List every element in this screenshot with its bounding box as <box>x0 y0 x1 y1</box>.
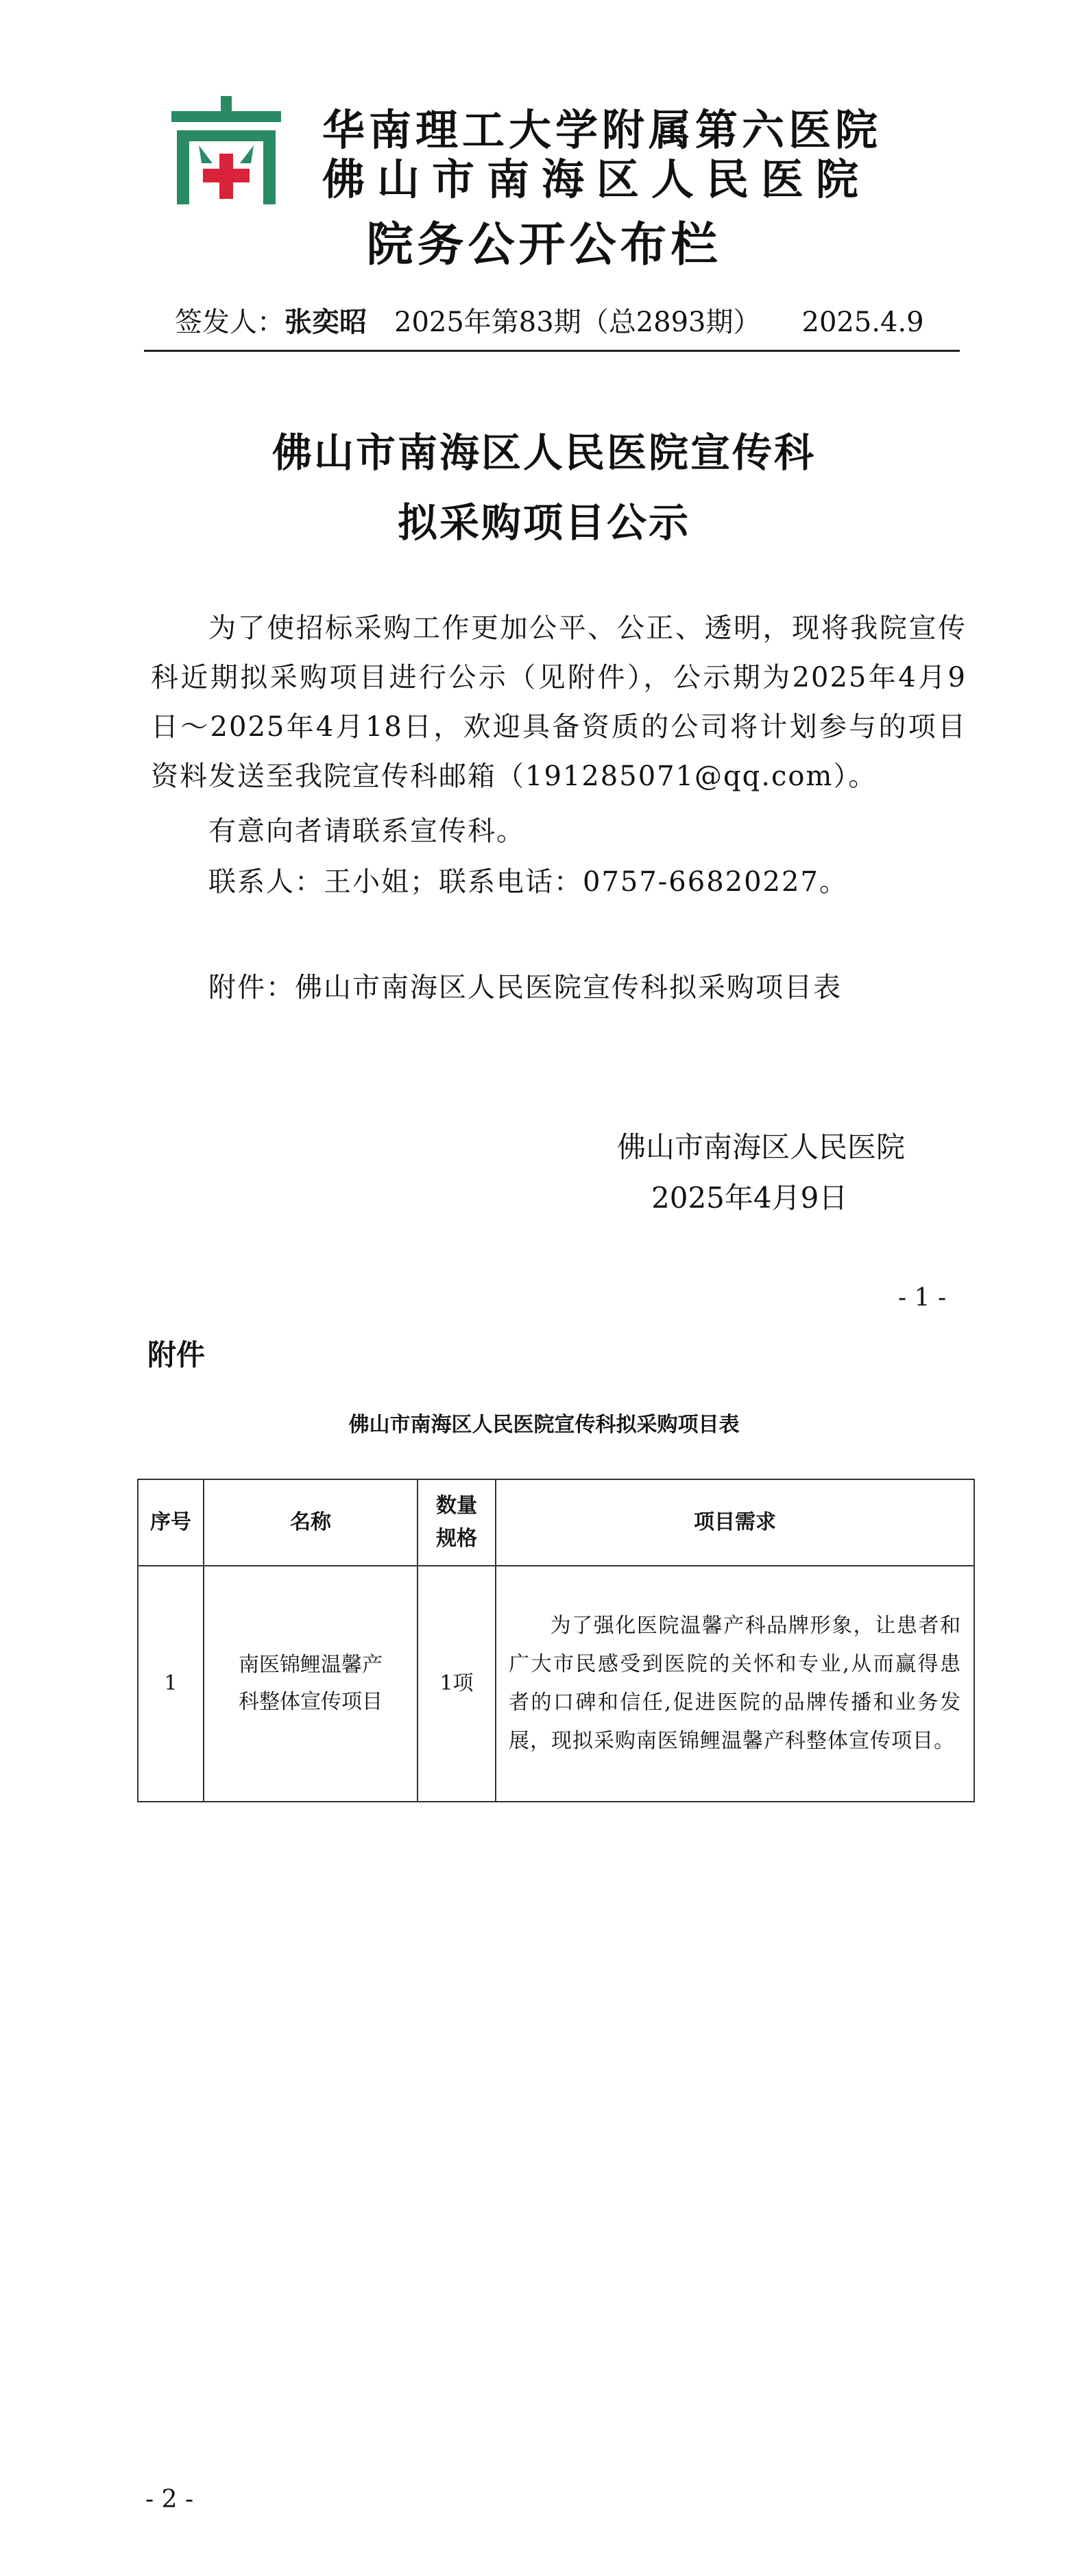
header-divider <box>144 350 960 352</box>
board-title: 院务公开公布栏 <box>366 218 722 272</box>
header-qty <box>418 1479 496 1566</box>
cell-no: 1 <box>138 1566 204 1802</box>
procurement-table <box>137 1479 975 1802</box>
cell-name <box>204 1566 418 1802</box>
header-qty-label: 数量规格 <box>436 1494 477 1551</box>
attachment-label: 附件 <box>147 1338 206 1372</box>
institution-name-line1: 华南理工大学附属第六医院 <box>322 105 882 155</box>
notice-title-line1: 佛山市南海区人民医院宣传科 <box>271 429 816 476</box>
page-number-1: - 1 - <box>898 1284 947 1312</box>
signature-date: 2025年4月9日 <box>651 1181 848 1215</box>
notice-paragraph-2: 有意向者请联系宣传科。 <box>208 815 525 847</box>
institution-name-line2: 佛山市南海区人民医院 <box>322 154 871 204</box>
header-requirement: 项目需求 <box>496 1479 974 1566</box>
header-no: 序号 <box>138 1479 204 1566</box>
requirement-text: 为了强化医院温馨产科品牌形象，让患者和广大市民感受到医院的关怀和专业,从而赢得患者的口碑和信任,促进医院的品牌传播和业务发展，现拟采购南医锦鲤温馨产科整体宣传项目。 <box>509 1614 961 1753</box>
table-row <box>138 1566 974 1802</box>
notice-title-line2: 拟采购项目公示 <box>397 499 690 546</box>
issue-date: 2025.4.9 <box>801 307 924 338</box>
issue-number: 2025年第83期（总2893期） <box>394 307 761 338</box>
table-title: 佛山市南海区人民医院宣传科拟采购项目表 <box>348 1413 740 1437</box>
cell-requirement <box>496 1566 974 1802</box>
issue-meta-line <box>175 302 956 343</box>
cell-qty: 1项 <box>418 1566 496 1802</box>
signer-name: 张奕昭 <box>285 306 367 338</box>
notice-paragraph-1: 为了使招标采购工作更加公平、公正、透明，现将我院宣传科近期拟采购项目进行公示（见附件），公示期为2025年4月9日～2025年4月18日，欢迎具备资质的公司将计划参与的项目资料发送至我院宣传科邮箱（191285071@qq.com）。 <box>151 612 967 792</box>
contact-info: 联系人：王小姐；联系电话：0757-66820227。 <box>208 866 848 898</box>
table-header-row <box>138 1479 974 1566</box>
page-number-2: - 2 - <box>145 2485 194 2514</box>
signature-organization: 佛山市南海区人民医院 <box>617 1130 906 1164</box>
hospital-logo-icon <box>171 96 281 206</box>
signer-label: 签发人： <box>175 307 285 338</box>
item-name: 南医锦鲤温馨产科整体宣传项目 <box>239 1653 383 1714</box>
header-name: 名称 <box>204 1479 418 1566</box>
attachment-reference: 附件：佛山市南海区人民医院宣传科拟采购项目表 <box>208 972 842 1003</box>
